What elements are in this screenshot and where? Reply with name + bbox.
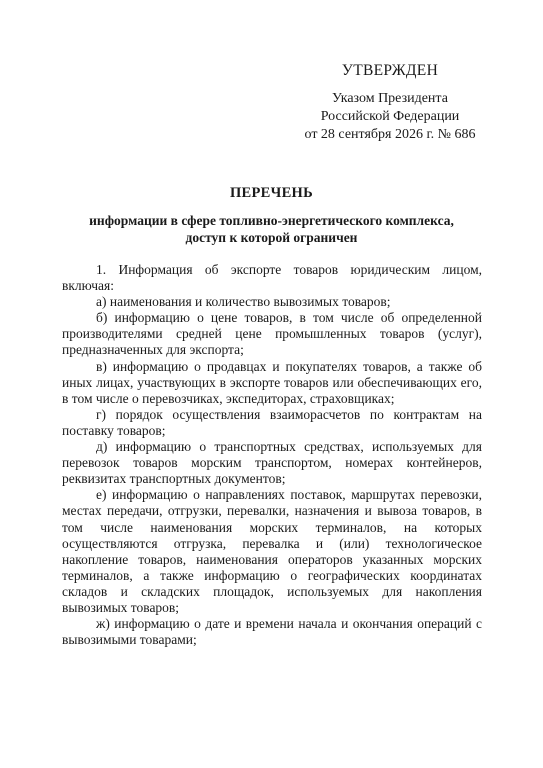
document-subtitle-line-2: доступ к которой ограничен bbox=[185, 230, 358, 245]
paragraph-item-a: а) наименования и количество вывозимых товаров; bbox=[96, 294, 391, 310]
document-body bbox=[62, 262, 482, 648]
approval-line-1: Указом Президента bbox=[332, 91, 448, 106]
document-title: ПЕРЕЧЕНЬ bbox=[229, 185, 314, 201]
paragraph-item-zh: ж) информацию о дате и времени начала и окончания операций с вывозимыми товарами; bbox=[62, 616, 482, 648]
paragraph-item-d: д) информацию о транспортных средствах, используемых для перевозок товаров морским транспортом, номерах контейнеров, реквизитах транспортных документов; bbox=[62, 439, 482, 487]
approval-block bbox=[290, 62, 490, 144]
approval-stamp: УТВЕРЖДЕН bbox=[341, 62, 439, 79]
document-subtitle-line-1: информации в сфере топливно-энергетического комплекса, bbox=[89, 213, 454, 228]
paragraph-item-v: в) информацию о продавцах и покупателях товаров, а также об иных лицах, участвующих в экспорте товаров или обеспечивающих его, в том числе о перевозчиках, экспедиторах, страховщиках; bbox=[62, 358, 482, 406]
paragraph-item-b: б) информацию о цене товаров, в том числе об определенной производителями средней цене промышленных товаров (услуг), предназначенных для экспорта; bbox=[62, 310, 482, 358]
paragraph-item-g: г) порядок осуществления взаиморасчетов по контрактам на поставку товаров; bbox=[62, 406, 482, 438]
approval-line-3: от 28 сентября 2026 г. № 686 bbox=[304, 127, 476, 142]
approval-line-2: Российской Федерации bbox=[320, 109, 460, 124]
paragraph-item-e: е) информацию о направлениях поставок, маршрутах перевозки, местах передачи, отгрузки, перевалки, назначения и вывоза товаров, в том числе наименования морских терминалов, на которых осуществляются отгрузка, перевалка и (или) технологическое накопление товаров, наименования операторов указанных морских терминалов, а также информацию о географических координатах складов и складских площадок, используемых для накопления вывозимых товаров; bbox=[62, 487, 482, 615]
title-block bbox=[60, 183, 483, 246]
paragraph-1: 1. Информация об экспорте товаров юридическим лицом, включая: bbox=[62, 262, 482, 294]
